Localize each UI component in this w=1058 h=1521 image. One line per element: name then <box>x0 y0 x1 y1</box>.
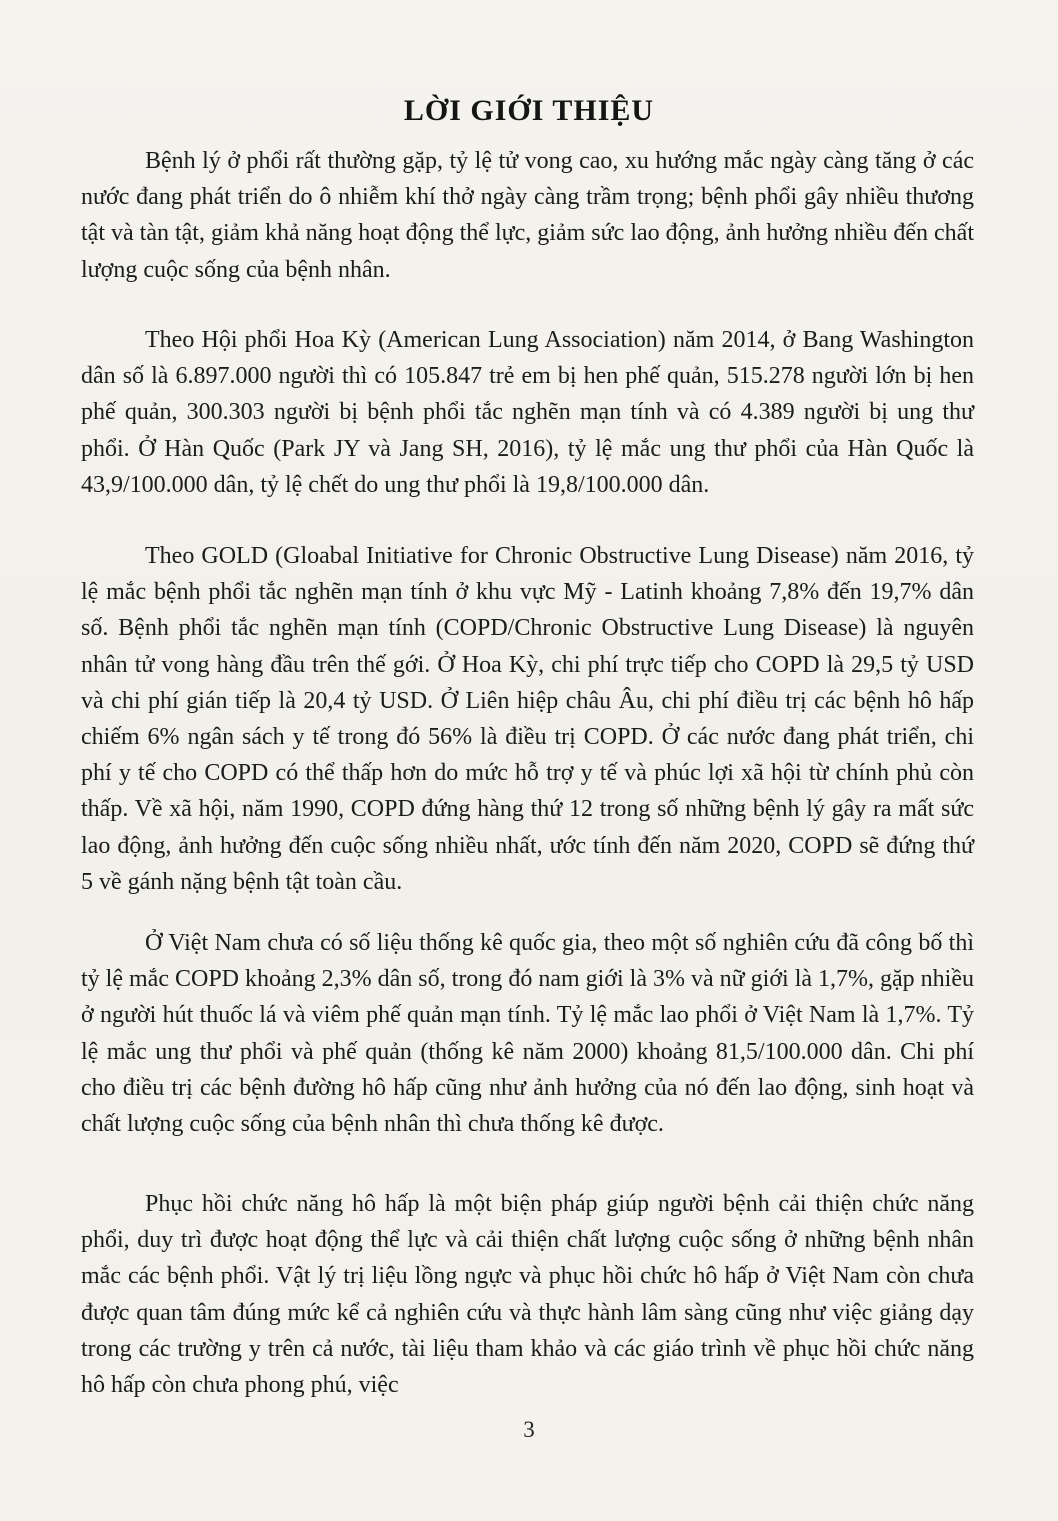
paragraph-5: Phục hồi chức năng hô hấp là một biện pháp giúp người bệnh cải thiện chức năng phổi, duy trì được hoạt động thể lực và cải thiện chất lượng cuộc sống ở những bệnh nhân mắc các bệnh phổi. Vật lý trị liệu lồng ngực và phục hồi chức hô hấp ở Việt Nam còn chưa được quan tâm đúng mức kể cả nghiên cứu và thực hành lâm sàng cũng như việc giảng dạy trong các trường y trên cả nước, tài liệu tham khảo và các giáo trình về phục hồi chức năng hô hấp còn chưa phong phú, việc <box>81 1191 974 1399</box>
page-number: 3 <box>523 1417 535 1442</box>
page-title: LỜI GIỚI THIỆU <box>403 94 655 127</box>
paragraph-4: Ở Việt Nam chưa có số liệu thống kê quốc gia, theo một số nghiên cứu đã công bố thì tỷ lệ mắc COPD khoảng 2,3% dân số, trong đó nam giới là 3% và nữ giới là 1,7%, gặp nhiều ở người hút thuốc lá và viêm phế quản mạn tính. Tỷ lệ mắc lao phổi ở Việt Nam là 1,7%. Tỷ lệ mắc ung thư phổi và phế quản (thống kê năm 2000) khoảng 81,5/100.000 dân. Chi phí cho điều trị các bệnh đường hô hấp cũng như ảnh hưởng của nó đến lao động, sinh hoạt và chất lượng cuộc sống của bệnh nhân thì chưa thống kê được. <box>81 930 974 1138</box>
paragraph-3: Theo GOLD (Gloabal Initiative for Chronic Obstructive Lung Disease) năm 2016, tỷ lệ mắc bệnh phổi tắc nghẽn mạn tính ở khu vực Mỹ - Latinh khoảng 7,8% đến 19,7% dân số. Bệnh phổi tắc nghẽn mạn tính (COPD/Chronic Obstructive Lung Disease) là nguyên nhân tử vong hàng đầu trên thế gới. Ở Hoa Kỳ, chi phí trực tiếp cho COPD là 29,5 tỷ USD và chi phí gián tiếp là 20,4 tỷ USD. Ở Liên hiệp châu Âu, chi phí điều trị các bệnh hô hấp chiếm 6% ngân sách y tế trong đó 56% là điều trị COPD. Ở các nước đang phát triển, chi phí y tế cho COPD có thể thấp hơn do mức hỗ trợ y tế và phúc lợi xã hội từ chính phủ còn thấp. Về xã hội, năm 1990, COPD đứng hàng thứ 12 trong số những bệnh lý gây ra mất sức lao động, ảnh hưởng đến cuộc sống nhiều nhất, ước tính đến năm 2020, COPD sẽ đứng thứ 5 về gánh nặng bệnh tật toàn cầu. <box>81 543 974 895</box>
paragraph-2: Theo Hội phổi Hoa Kỳ (American Lung Association) năm 2014, ở Bang Washington dân số là 6.897.000 người thì có 105.847 trẻ em bị hen phế quản, 515.278 người lớn bị hen phế quản, 300.303 người bị bệnh phổi tắc nghẽn mạn tính và có 4.389 người bị ung thư phổi. Ở Hàn Quốc (Park JY và Jang SH, 2016), tỷ lệ mắc ung thư phổi của Hàn Quốc là 43,9/100.000 dân, tỷ lệ chết do ung thư phổi là 19,8/100.000 dân. <box>81 327 974 498</box>
paragraph-1: Bệnh lý ở phổi rất thường gặp, tỷ lệ tử vong cao, xu hướng mắc ngày càng tăng ở các nước đang phát triển do ô nhiễm khí thở ngày càng trầm trọng; bệnh phổi gây nhiều thương tật và tàn tật, giảm khả năng hoạt động thể lực, giảm sức lao động, ảnh hưởng nhiều đến chất lượng cuộc sống của bệnh nhân. <box>81 148 974 283</box>
